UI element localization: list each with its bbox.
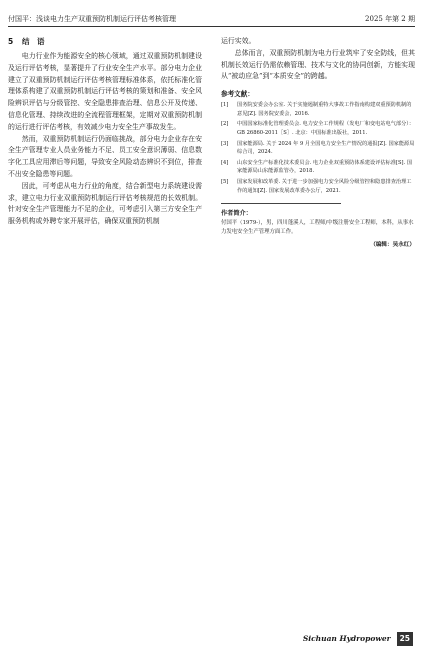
paragraph-4: 总体而言，双重预防机制为电力行业筑牢了安全防线，但其机制长效运行仍需依赖管理、技术与文化的协同创新，方能实现从“被动应急”到“本质安全”的跨越。 [221, 48, 415, 81]
page-number: 25 [397, 632, 413, 646]
reference-text: 山东安全生产标准化技术委员会. 电力企业双重预防体系建设评估标准[S]. 国家能源局山东能源监管办，2018. [237, 159, 413, 175]
page-footer [303, 632, 413, 646]
reference-text: 中国国家标准化管理委员会. 电力安全工作规程（发电厂和变电站电气部分）：GB 26860-2011［S］. 北京：中国标准出版社，2011. [237, 121, 415, 136]
author-bio: 付国平（1979-），男，四川蓬溪人，工程师/中级注册安全工程师，本科，从事水力发电安全生产管理方面工作。 [221, 220, 414, 236]
editor-credit: （编辑：吴永红） [370, 242, 415, 249]
reference-text: 国务院安委会办公室. 关于实施遏制重特大事故工作指南构建双重预防机制的意见[Z]. 国务院安委会，2016. [237, 102, 412, 117]
paragraph-1: 电力行业作为能源安全的核心领域，通过双重预防机制建设及运行评估考核，显著提升了行业安全生产水平。部分电力企业建立了双重预防机制运行评估考核管理标准体系，依托标准化管理体系构建了双重预防机制运行评估考核的策划和准备、安全风险辨识评估与分级管控、安全隐患排查治理、信息公开及传递、信息化管理、持续改进的全流程管理框架，定期对双重预防机制的运行进行评估考核，有效减少电力安全生产事故发生。 [8, 52, 202, 131]
reference-text: 国家发展和改革委. 关于进一步加强电力安全风险分级管控和隐患排查治理工作的通知[Z]. 国家发展改革委办公厅，2021. [237, 178, 412, 194]
reference-number: [5] [221, 178, 229, 185]
reference-number: [3] [221, 140, 229, 147]
reference-item [221, 178, 415, 195]
reference-item [221, 120, 415, 137]
reference-text: 国家能源局. 关于 2024 年 9 月全国电力安全生产情况的通报[Z]. 国家能源局综合司，2024. [237, 140, 415, 156]
reference-number: [4] [221, 159, 229, 166]
journal-name: Sichuan Hydropower [302, 634, 391, 643]
issue-number: 2025 年第 2 期 [365, 15, 415, 23]
running-header-title: 付国平：浅谈电力生产双重预防机制运行评估考核管理 [8, 15, 176, 23]
paragraph-3-continued: 运行实效。 [221, 37, 256, 45]
reference-item [221, 140, 415, 157]
paragraph-3: 因此，可考虑从电力行业的角度，结合新型电力系统建设需求，建立电力行业双重预防机制运行评估考核规范的长效机制。针对安全生产管理能力不足的企业，可考虑引入第三方安全生产服务机构或外聘专家开展评估，确保双重预防机制 [8, 181, 202, 226]
right-column [221, 36, 415, 248]
author-bio-heading: 作者简介： [221, 210, 252, 218]
left-column [8, 36, 202, 228]
reference-item [221, 159, 415, 176]
reference-list [221, 101, 415, 195]
section-number: 5 [8, 37, 14, 46]
section-title: 结 语 [22, 37, 45, 46]
divider [221, 203, 341, 204]
reference-number: [1] [221, 102, 229, 109]
references-heading: 参考文献： [221, 90, 254, 99]
reference-item [221, 101, 415, 118]
running-header [8, 12, 415, 27]
section-heading [8, 36, 202, 47]
reference-number: [2] [221, 121, 229, 128]
paragraph-2: 然而，双重预防机制运行仍面临挑战，部分电力企业存在安全生产管理专业人员业务能力不足、员工安全意识薄弱、信息数字化工具应用滞后等问题，导致安全风险动态辨识不到位，排查不出安全隐患等问题。 [8, 134, 202, 178]
